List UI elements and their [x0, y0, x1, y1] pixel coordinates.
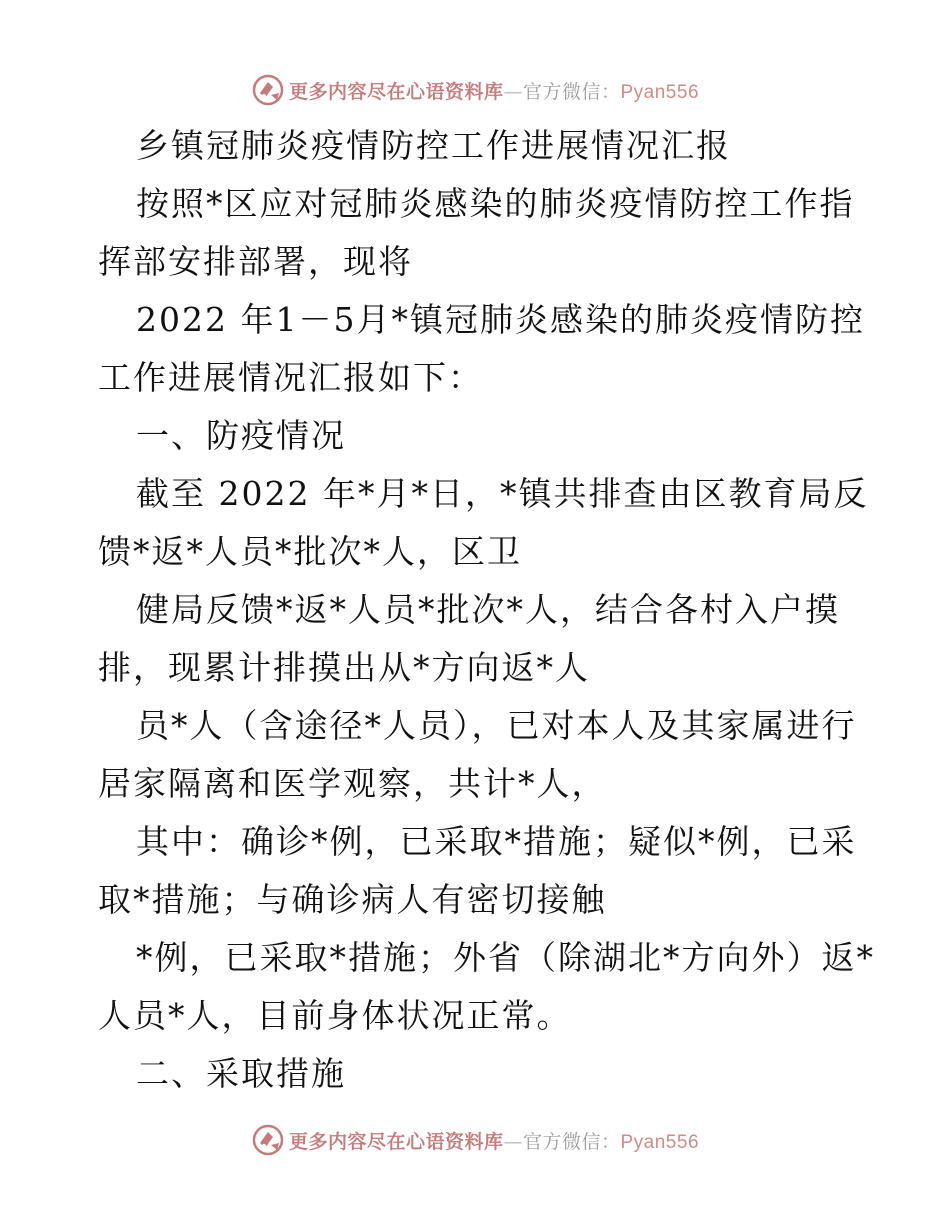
document-line: 取*措施；与确诊病人有密切接触 [98, 880, 607, 919]
document-line: 按照*区应对冠肺炎感染的肺炎疫情防控工作指 [136, 184, 855, 223]
watermark-brand: 更多内容尽在心语资料库 [288, 80, 504, 103]
library-logo-icon [251, 1123, 285, 1157]
watermark-wechat-id: Pyan556 [620, 1131, 700, 1153]
document-body [98, 117, 875, 1103]
footer-watermark [0, 1120, 950, 1160]
document-line: 其中：确诊*例，已采取*措施；疑似*例，已采 [136, 822, 857, 861]
document-line: 健局反馈*返*人员*批次*人，结合各村入户摸 [136, 590, 840, 629]
document-title: 乡镇冠肺炎疫情防控工作进展情况汇报 [136, 126, 731, 165]
watermark-text [289, 77, 699, 104]
watermark-brand: 更多内容尽在心语资料库 [288, 1130, 504, 1153]
watermark-wechat-id: Pyan556 [620, 81, 700, 103]
document-line: *例，已采取*措施；外省（除湖北*方向外）返* [136, 938, 875, 977]
watermark-separator: — [503, 80, 523, 103]
watermark-official-label: 官方微信： [522, 80, 621, 103]
document-line: 2022 年1－5月*镇冠肺炎感染的肺炎疫情防控 [136, 300, 865, 339]
header-watermark [0, 70, 950, 110]
watermark-separator: — [503, 1130, 523, 1153]
document-line: 截至 2022 年*月*日，*镇共排查由区教育局反 [136, 474, 869, 513]
library-logo-icon [251, 73, 285, 107]
document-line: 二、采取措施 [136, 1054, 346, 1093]
document-line: 挥部安排部署，现将 [98, 242, 413, 281]
document-line: 排，现累计排摸出从*方向返*人 [98, 648, 590, 687]
document-line: 居家隔离和医学观察，共计*人， [98, 764, 607, 803]
watermark-official-label: 官方微信： [522, 1130, 621, 1153]
document-line: 馈*返*人员*批次*人，区卫 [98, 532, 522, 571]
document-line: 一、防疫情况 [136, 416, 346, 455]
watermark-text [289, 1127, 699, 1154]
document-line: 工作进展情况汇报如下： [98, 358, 483, 397]
document-line: 人员*人，目前身体状况正常。 [98, 996, 572, 1035]
document-line: 员*人（含途径*人员），已对本人及其家属进行 [136, 706, 857, 745]
